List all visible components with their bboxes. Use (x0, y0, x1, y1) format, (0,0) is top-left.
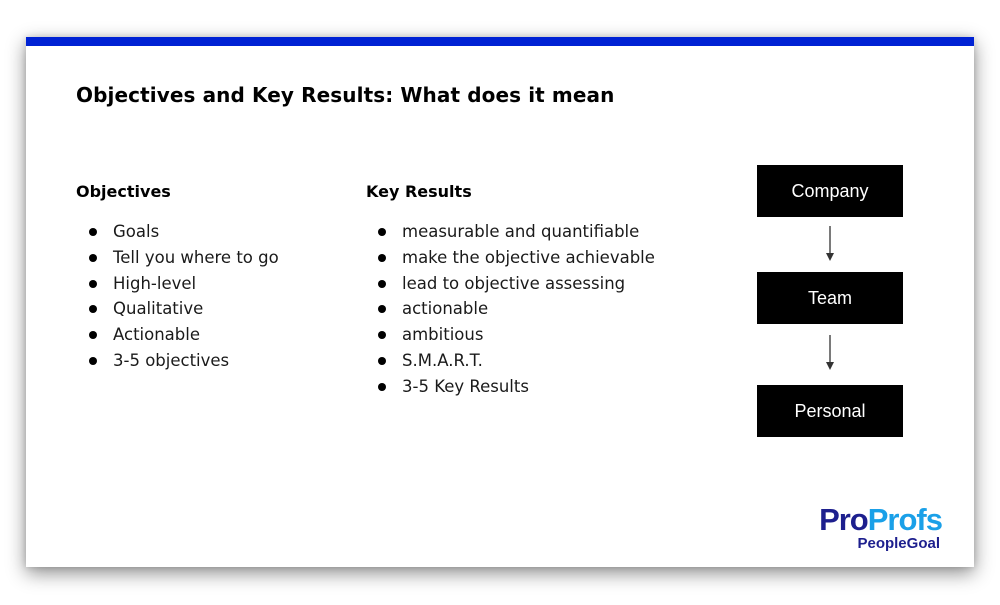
key-result-item (365, 322, 655, 348)
bullet-icon (378, 280, 386, 288)
objective-item-label: Goals (113, 222, 160, 241)
key-result-item-label: ambitious (402, 325, 484, 345)
key-result-item-label: lead to objective assessing (402, 273, 626, 293)
bullet-icon (378, 357, 386, 365)
key-result-item (365, 296, 655, 322)
key-result-item-label: 3-5 Key Results (402, 376, 529, 396)
bullet-icon (89, 254, 97, 262)
objective-item (76, 348, 279, 374)
down-arrow-icon (824, 226, 836, 262)
bullet-icon (89, 305, 97, 313)
objective-item-label: Actionable (113, 325, 200, 345)
personal-box: Personal (757, 385, 903, 437)
down-arrow-icon (824, 335, 836, 371)
objective-item (76, 245, 279, 271)
objective-item-label: Qualitative (113, 299, 204, 319)
bullet-icon (89, 357, 97, 365)
key-result-item (365, 271, 655, 297)
bullet-icon (89, 228, 97, 236)
logo-subtitle: PeopleGoal (857, 535, 940, 552)
objective-item-label: High-level (113, 273, 197, 293)
slide (26, 37, 974, 567)
objective-item-label: Tell you where to go (113, 247, 279, 267)
objectives-heading: Objectives (76, 182, 171, 201)
bullet-icon (378, 383, 386, 391)
key-results-heading: Key Results (366, 182, 472, 201)
bullet-icon (89, 331, 97, 339)
key-result-item-label: measurable and quantifiable (402, 222, 640, 241)
proprofs-logo (792, 503, 942, 555)
objective-item (76, 296, 279, 322)
team-box: Team (757, 272, 903, 324)
key-result-item-label: S.M.A.R.T. (402, 350, 483, 370)
key-result-item-label: make the objective achievable (402, 247, 655, 267)
key-result-item (365, 348, 655, 374)
objective-item (76, 219, 279, 245)
accent-bar (26, 37, 974, 46)
objective-item-label: 3-5 objectives (113, 350, 230, 370)
objective-item (76, 322, 279, 348)
key-result-item (365, 245, 655, 271)
bullet-icon (378, 331, 386, 339)
bullet-icon (89, 280, 97, 288)
key-result-item (365, 219, 655, 245)
key-result-item-label: actionable (402, 299, 489, 319)
key-result-item (365, 374, 655, 400)
key-results-list (365, 219, 655, 400)
slide-title: Objectives and Key Results: What does it mean (76, 83, 615, 107)
bullet-icon (378, 228, 386, 236)
objective-item (76, 271, 279, 297)
objectives-list (76, 219, 279, 374)
company-box: Company (757, 165, 903, 217)
logo-wordmark: ProProfs (819, 502, 942, 537)
bullet-icon (378, 305, 386, 313)
bullet-icon (378, 254, 386, 262)
